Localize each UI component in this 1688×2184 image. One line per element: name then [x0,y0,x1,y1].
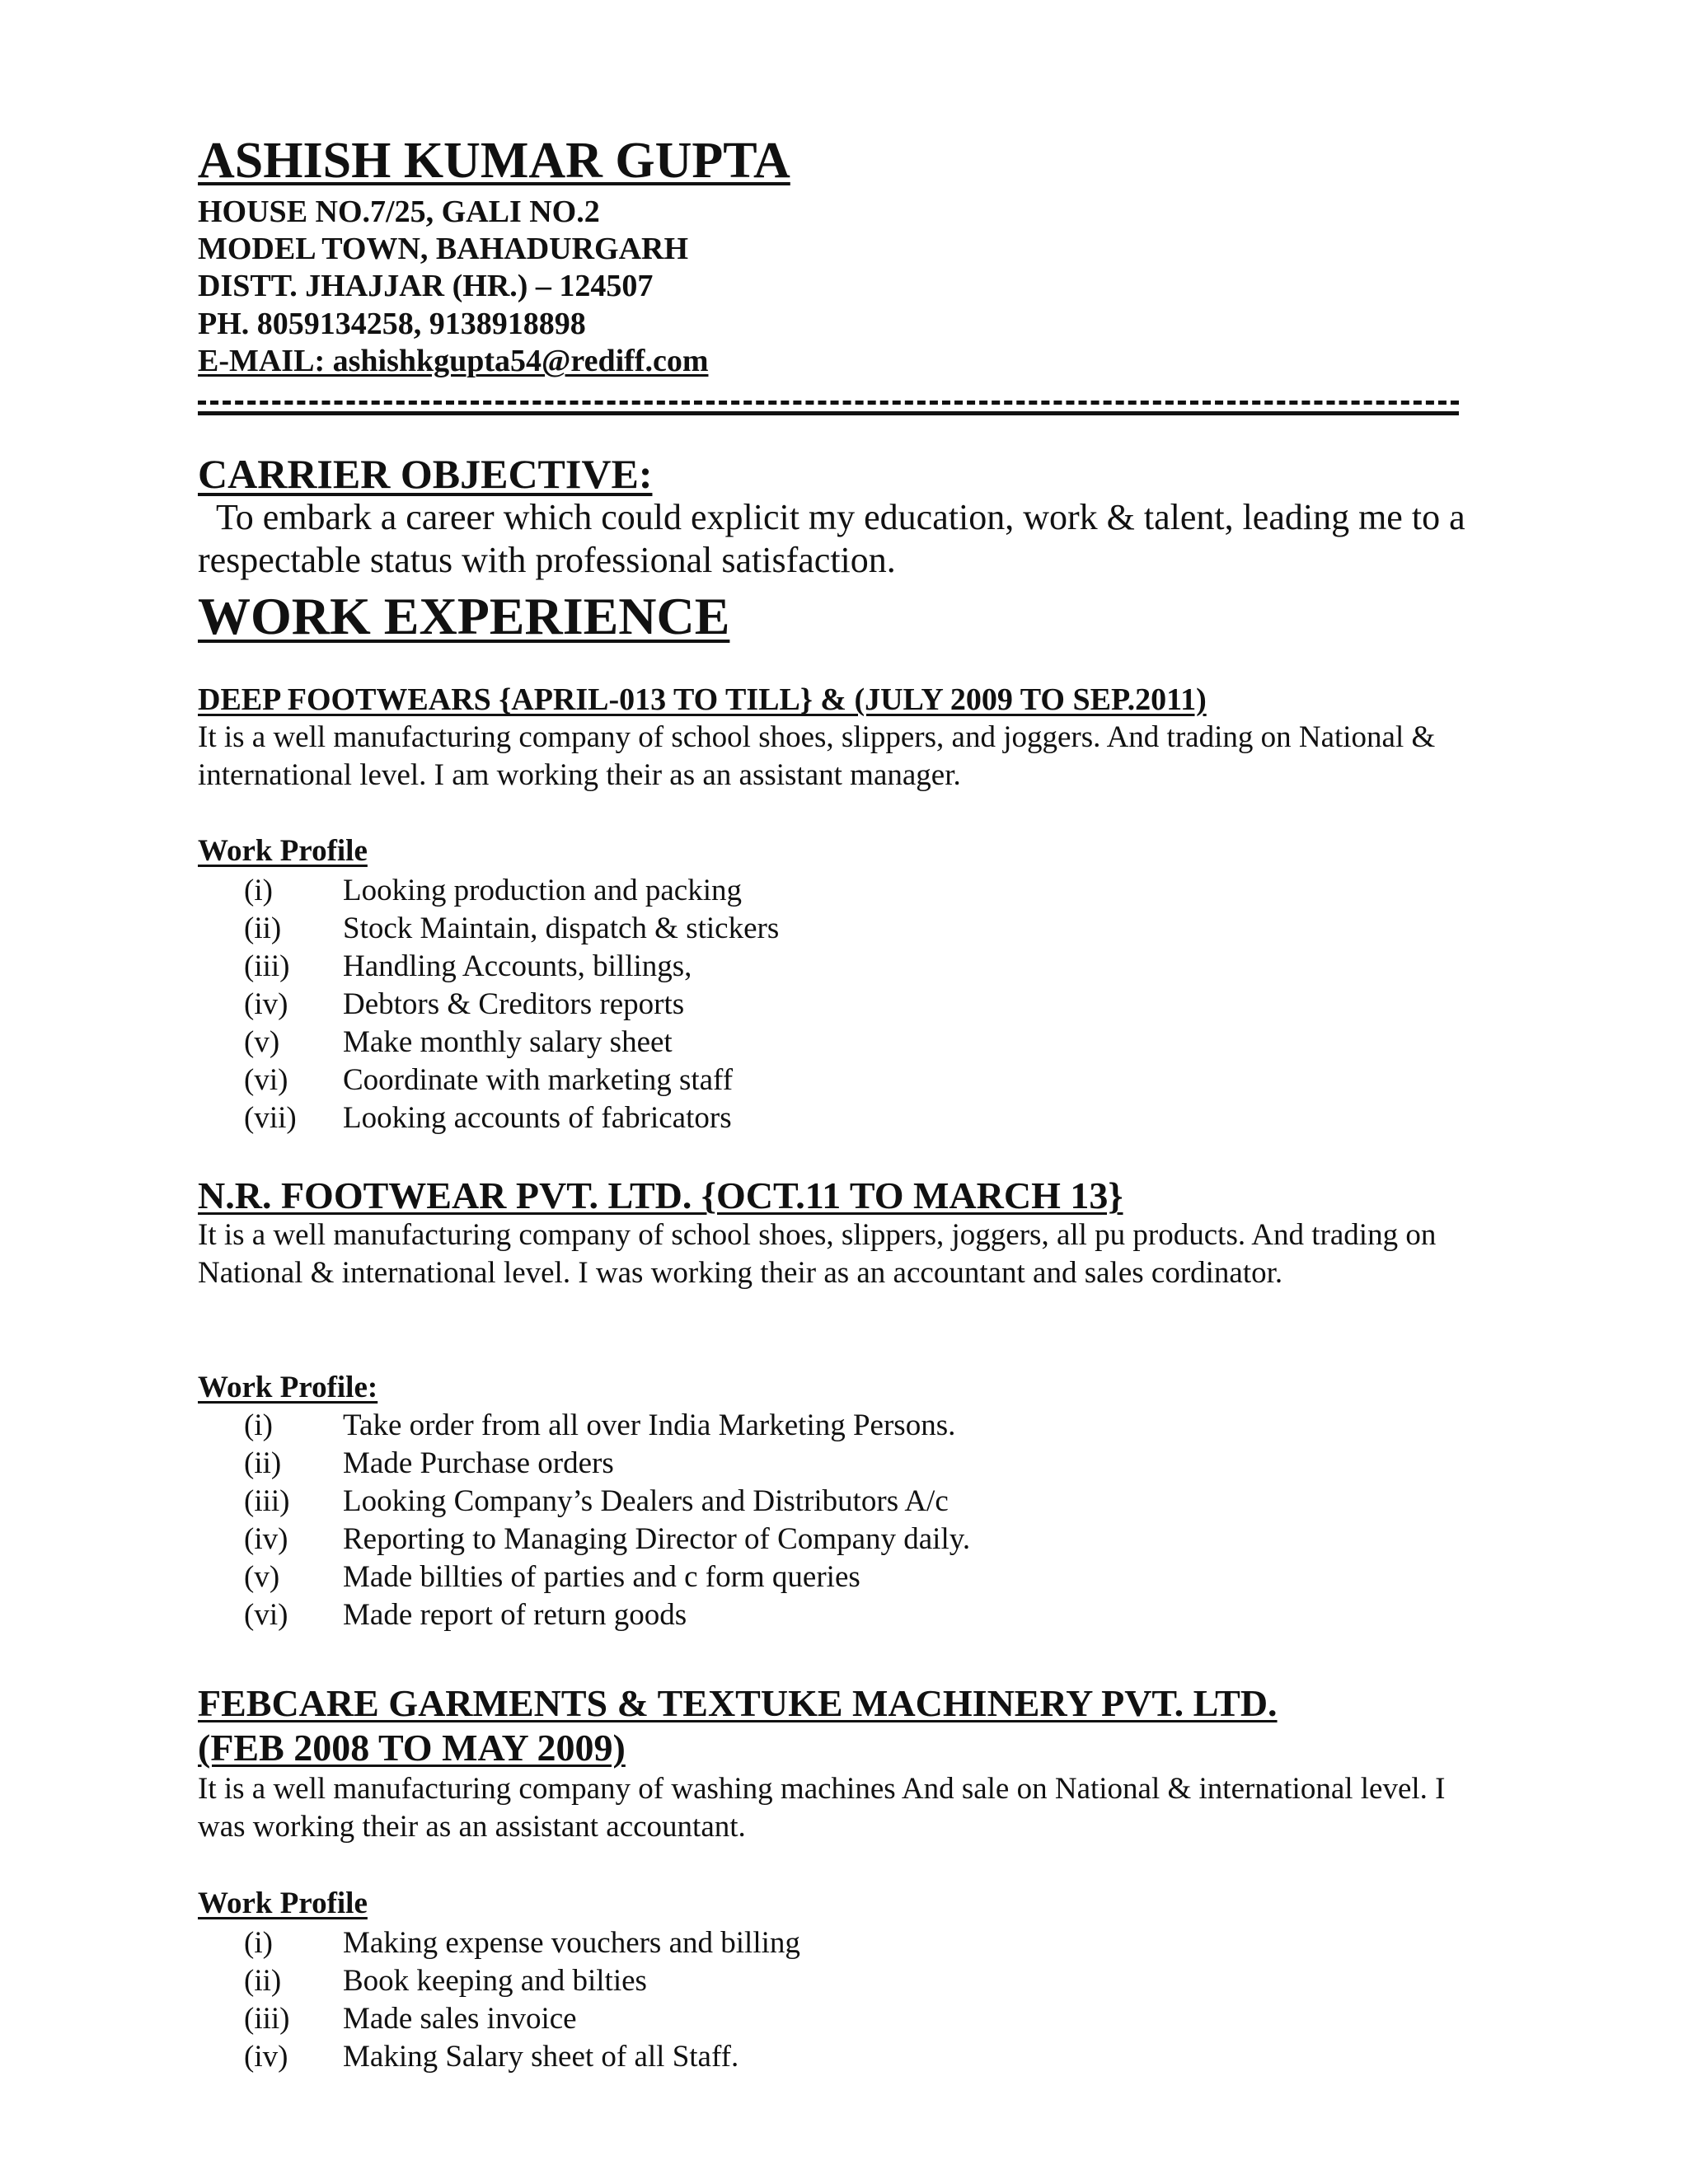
phone-number: PH. 8059134258, 9138918898 [198,307,586,341]
job-title-nr-footwear: N.R. FOOTWEAR PVT. LTD. {OCT.11 TO MARCH 13} [198,1174,1123,1216]
job-dates-febcare: (FEB 2008 TO MAY 2009) [198,1727,626,1769]
job-title-febcare: FEBCARE GARMENTS & TEXTUKE MACHINERY PVT. LTD. [198,1682,1278,1724]
header-divider-solid [198,411,1459,415]
work-profile-label-2: Work Profile: [198,1371,378,1404]
job-title-deep-footwears: DEEP FOOTWEARS {APRIL-013 TO TILL} & (JULY 2009 TO SEP.2011) [198,682,1207,717]
job-description-nr-footwear: It is a well manufacturing company of school shoes, slippers, joggers, all pu products. And trading on National & international level. I was working their as an accountant and sales cordinator. [198,1218,1437,1290]
address-line-1: HOUSE NO.7/25, GALI NO.2 [198,194,600,229]
header-divider-dashed [198,401,1459,405]
email-address: E-MAIL: ashishkgupta54@rediff.com [198,344,709,378]
work-experience-heading: WORK EXPERIENCE [198,587,730,645]
work-profile-label-1: Work Profile [198,834,368,868]
objective-heading: CARRIER OBJECTIVE: [198,451,653,497]
objective-text: To embark a career which could explicit my education, work & talent, leading me to a respectable status with professional satisfaction. [198,497,1465,580]
resume-page: ASHISH KUMAR GUPTA HOUSE NO.7/25, GALI NO.2 MODEL TOWN, BAHADURGARH DISTT. JHAJJAR (HR.) – 124507 PH. 8059134258, 9138918898 E-MAIL: ashishkgupta54@rediff.com CARRIER OBJECTIVE: To embark a career which could explicit my education, work & talent, leading me to a respectable status with professional satisfaction. WORK EXPERIENCE DEEP FOOTWEARS {APRIL-013 TO TILL} & (JULY 2009 TO SEP.2011) It is a well manufacturing company of school shoes, slippers, and joggers. And trading on National & international level. I am working their as an assistant manager. Work Profile (i) Looking production and packing (ii) Stock Maintain, dispatch & stickers (iii) Handling Accounts, billings, (iv) Debtors & Creditors reports (v) Make monthly salary sheet (vi) Coordinate with marketing staff (vii) Looking accounts of fabricators N.R. FOOTWEAR PVT. LTD. {OCT.11 TO MARCH 13} It is a well manufacturing company of school shoes, slippers, joggers, all pu products. And trading on National & international level. I was working their as an accountant and sales cordinator. Work Profile: (i) Take order from all over India Marketing Persons. (ii) Made Purchase orders (iii) Looking Company’s Dealers and Distributors A/c (iv) Reporting to Managing Director of Company daily. (v) Made billties of parties and c form queries (vi) Made report of return goods FEBCARE GARMENTS & TEXTUKE MACHINERY PVT. LTD. (FEB 2008 TO MAY 2009) It is a well manufacturing company of washing machines And sale on National & international level. I was working their as an assistant accountant. Work Profile (i) Making expense vouchers and billing (ii) Book keeping and bilties (iii) Made sales invoice (iv) Making Salary sheet of all Staff. [0,0,1688,2184]
address-line-2: MODEL TOWN, BAHADURGARH [198,232,689,266]
job-description-deep-footwears: It is a well manufacturing company of school shoes, slippers, and joggers. And trading on National & international level. I am working their as an assistant manager. [198,720,1436,792]
address-line-3: DISTT. JHAJJAR (HR.) – 124507 [198,269,654,303]
work-profile-label-3: Work Profile [198,1886,368,1920]
job-description-febcare: It is a well manufacturing company of washing machines And sale on National & international level. I was working their as an assistant accountant. [198,1772,1446,1844]
candidate-name: ASHISH KUMAR GUPTA [198,133,790,189]
